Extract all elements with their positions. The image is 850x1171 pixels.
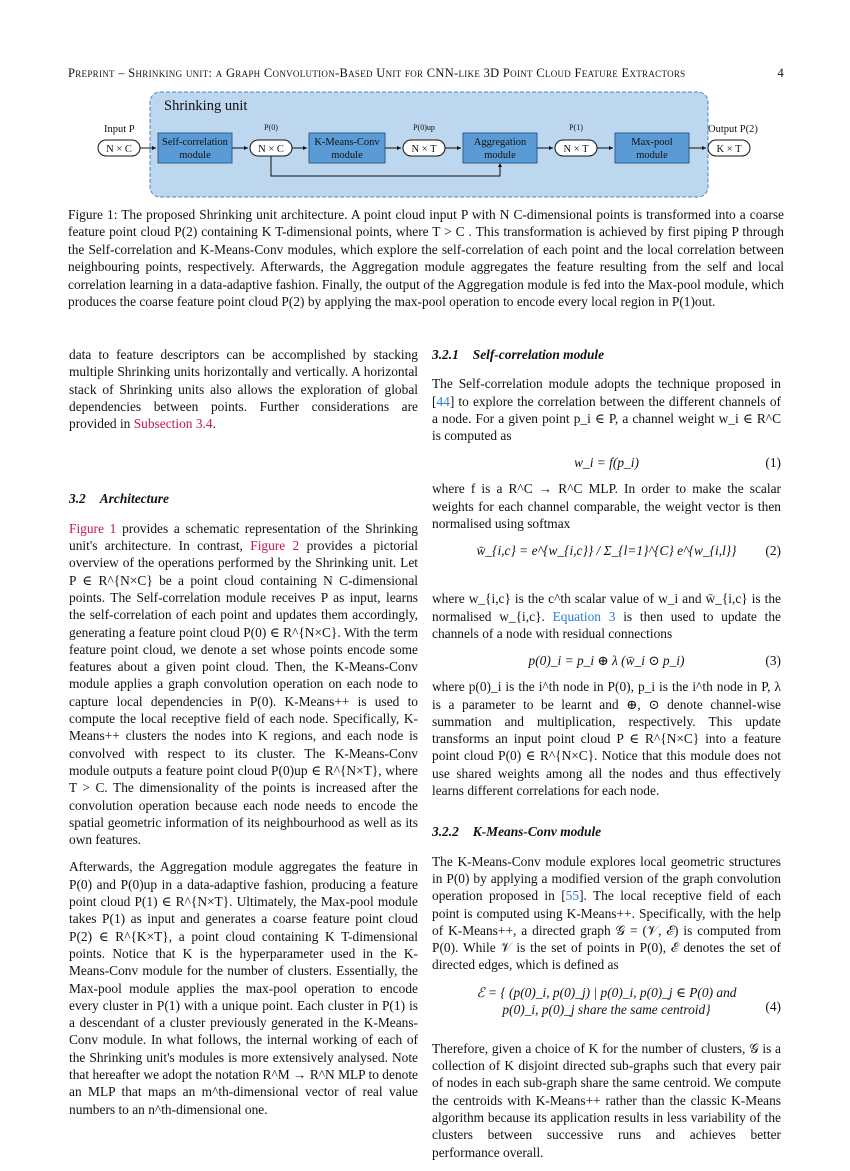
- running-header: [68, 66, 784, 81]
- s1-p3-text-a: where w_{i,c} is the c^th scalar value of w_i and w̄_{i,c} is the normalised w_{i,c}.: [432, 591, 781, 624]
- p1-text-b: provides a pictorial overview of the operations performed by the Shrinking unit. Let P ∈ R^{N×C} be a point cloud containing N C-dimensional points. The Self-correlation module receives P as input, learns the self-correlation of each point and updates them accordingly, generating a feature point cloud P(0) ∈ R^{N×C}. With the term feature point cloud, we denote a set whose points encode some features about a given point cloud. Then, the K-Means-Conv module applies a graph convolution operation on each node to capture local dependencies in P(0). K-Means++ is used to compute the local receptive field of each node. Specifically, K-Means++ clusters the nodes into K regions, and each node is convolved with respect to its cluster. The K-Means-Conv module outputs a feature point cloud P(0)up ∈ R^{N×T}, where T > C. The dimensionality of the points is increased after the convolution operation because each node needs to encode the spatial geometric information of its neighbourhood as well as its own features.: [69, 538, 418, 848]
- subsection-title-1: Self-correlation module: [472, 347, 605, 362]
- k-means-conv-paragraph-2: Therefore, given a choice of K for the number of clusters, 𝒢 is a collection of K disjoint directed sub-graphs such that every pair of nodes in each sub-graph share the same centroid. We compute the centroids with K-Means++ rather than the classic K-Means algorithm because its application results in less variability of the clusters between successive runs and achieves better performance overall.: [432, 1040, 781, 1160]
- subsection-number-2: 3.2.2: [432, 824, 459, 840]
- module-aggregation-label-2: module: [484, 150, 516, 161]
- equation-4-line-1: ℰ = { (p(0)_i, p(0)_j) | p(0)_i, p(0)_j ∈ P(0) and: [476, 984, 737, 1000]
- subsection-heading-1: [432, 346, 781, 363]
- subsection-title-2: K-Means-Conv module: [472, 824, 602, 840]
- section-title: Architecture: [99, 491, 169, 507]
- figure-2-link[interactable]: Figure 2: [250, 538, 300, 554]
- left-column: [69, 346, 418, 1128]
- subsection-number-1: 3.2.1: [432, 347, 459, 362]
- equation-4-number: (4): [765, 998, 781, 1014]
- s1-p1-text-b: ] to explore the correlation between the different channels of a node. For a given point p_i ∈ P, a channel weight w_i ∈ R^C is computed as: [432, 393, 781, 444]
- self-correlation-paragraph-3: [432, 590, 781, 642]
- running-title: Preprint – Shrinking unit: a Graph Convolution-Based Unit for CNN-like 3D Point Cloud Feature Extractors: [68, 66, 686, 80]
- intermediate-dim-1: N × C: [258, 144, 284, 155]
- p1-text-a: provides a schematic representation of the Shrinking unit's architecture. In contrast,: [69, 520, 418, 554]
- equation-2-number: (2): [765, 543, 781, 559]
- citation-55[interactable]: 55: [565, 888, 580, 904]
- equation-3-link[interactable]: Equation 3: [552, 608, 616, 624]
- equation-3-body: p(0)_i = p_i ⊕ λ (w̄_i ⊙ p_i): [528, 653, 685, 669]
- subsection-link[interactable]: Subsection 3.4: [133, 416, 213, 432]
- subsection-heading-2: [432, 823, 781, 840]
- module-max-pool-label-2: module: [636, 150, 668, 161]
- self-correlation-paragraph-1: [432, 375, 781, 444]
- output-dim: K × T: [716, 144, 742, 155]
- module-k-means-conv-label-2: module: [331, 150, 363, 161]
- input-label: Input P: [104, 124, 135, 135]
- figure-caption: Figure 1: The proposed Shrinking unit architecture. A point cloud input P with N C-dimensional points is transformed into a coarse feature point cloud P(2) containing K T-dimensional points, where T > C . This transformation is achieved by first piping P through the Self-correlation and K-Means-Conv modules, which explore the self-correlation of each point and the local correlation between neighbouring points, respectively. Afterwards, the Aggregation module aggregates the feature resulting from the self and local correlation learning in a data-adaptive fashion. Finally, the output of the Aggregation module is fed into the Max-pool module, which produces the coarse feature point cloud P(2) by applying the max-pool operation to encode every local region in P(1)out.: [68, 207, 784, 310]
- intermediate-label-p0: P(0): [264, 123, 278, 132]
- s1-p3-text-b: is then used to update the channels of a node with residual connections: [432, 608, 781, 641]
- module-aggregation-label-1: Aggregation: [473, 137, 527, 148]
- group-title: Shrinking unit: [164, 98, 248, 114]
- s2-p1-text-b: ]. The local receptive field of each point is computed using K-Means++. Specifically, with the help of K-Means++, a directed graph 𝒢 = (𝒱, ℰ) is computed from P(0). While 𝒱 is the set of points in P(0), ℰ denotes the set of directed edges, which is defined as: [432, 888, 782, 973]
- equation-4-line-2: p(0)_i, p(0)_j share the same centroid}: [502, 1002, 711, 1018]
- equation-2: [432, 542, 781, 586]
- self-correlation-paragraph-4: where p(0)_i is the i^th node in P(0), p_i is the i^th node in P, λ is a parameter to be learnt and ⊕, ⊙ denote channel-wise summation and multiplication, respectively. This update transforms an input point cloud P ∈ R^{N×C} into a feature point cloud P(0) ∈ R^{N×C}. Notice that this module does not use shared weights among all the nodes and thus effectively learns different correlations for each node.: [432, 679, 781, 799]
- output-label: Output P(2): [708, 124, 758, 135]
- intermediate-dim-3: N × T: [563, 144, 589, 155]
- module-self-correlation-label-1: Self-correlation: [162, 137, 228, 148]
- s1-p1-text-a: The Self-correlation module adopts the technique proposed in [: [432, 376, 781, 409]
- section-heading: [69, 490, 418, 507]
- architecture-paragraph-2: Afterwards, the Aggregation module aggregates the feature in P(0) and P(0)up in a data-adaptive fashion, producing a feature point cloud P(1) ∈ R^{N×T}. Ultimately, the Max-pool module takes P(1) as input and generates a coarse feature point cloud P(2) ∈ R^{K×T}, a point cloud containing K T-dimensional points. Notice that K is the hyperparameter used in the K-Means-Conv module for the number of clusters. Essentially, the Max-pool module applies the max-pool operation to encode every cluster in P(1) with a unique point. Each cluster in P(1) is a descendant of a cluster previously generated in the K-Means-Conv module. In what follows, the internal working of each of the Shrinking unit's modules is more extensively analysed. Note that hereafter we adopt the notation R^M → R^N MLP to denote an MLP that maps an m^th-dimensional vector of real value numbers to an n^th-dimensional one.: [69, 859, 418, 1117]
- module-k-means-conv-label-1: K-Means-Conv: [314, 137, 380, 148]
- module-max-pool-label-1: Max-pool: [631, 137, 673, 148]
- self-correlation-paragraph-2: where f is a R^C → R^C MLP. In order to make the scalar weights for each channel comparable, the weight vector is then normalised using softmax: [432, 481, 781, 532]
- s2-p1-text-a: The K-Means-Conv module explores local geometric structures in P(0) by applying a modified version of the graph convolution operation proposed in [: [432, 853, 781, 904]
- section-number: 3.2: [69, 491, 86, 507]
- citation-44[interactable]: 44: [436, 393, 450, 409]
- intro-paragraph: data to feature descriptors can be accomplished by stacking multiple Shrinking units horizontally and vertically. A horizontal stack of Shrinking units also allows the exploration of global dependencies between points. Further considerations are provided in Subsection 3.4.: [69, 347, 418, 432]
- equation-1: [432, 454, 781, 476]
- intro-text: data to feature descriptors can be accomplished by stacking multiple Shrinking units horizontally and vertically. A horizontal stack of Shrinking units also allows the exploration of global dependencies between points. Further considerations are provided in: [69, 347, 418, 432]
- equation-3: [432, 652, 781, 674]
- shrinking-unit-diagram: [68, 90, 784, 202]
- equation-1-number: (1): [765, 455, 781, 471]
- k-means-conv-paragraph-1: [432, 853, 781, 974]
- equation-1-body: w_i = f(p_i): [574, 455, 639, 471]
- architecture-paragraph-1: [69, 520, 418, 849]
- figure-1-link[interactable]: Figure 1: [69, 520, 117, 536]
- module-self-correlation-label-2: module: [179, 150, 211, 161]
- intermediate-label-p0up: P(0)up: [413, 123, 435, 132]
- intermediate-label-p1: P(1): [569, 123, 583, 132]
- page-number: 4: [777, 66, 784, 80]
- intermediate-dim-2: N × T: [411, 144, 437, 155]
- input-dim: N × C: [106, 144, 132, 155]
- equation-4: [432, 984, 781, 1036]
- right-column: [432, 346, 781, 1171]
- equation-2-body: w̄_{i,c} = e^{w_{i,c}} / Σ_{l=1}^{C} e^{w_{i,l}}: [476, 543, 737, 559]
- equation-3-number: (3): [765, 653, 781, 669]
